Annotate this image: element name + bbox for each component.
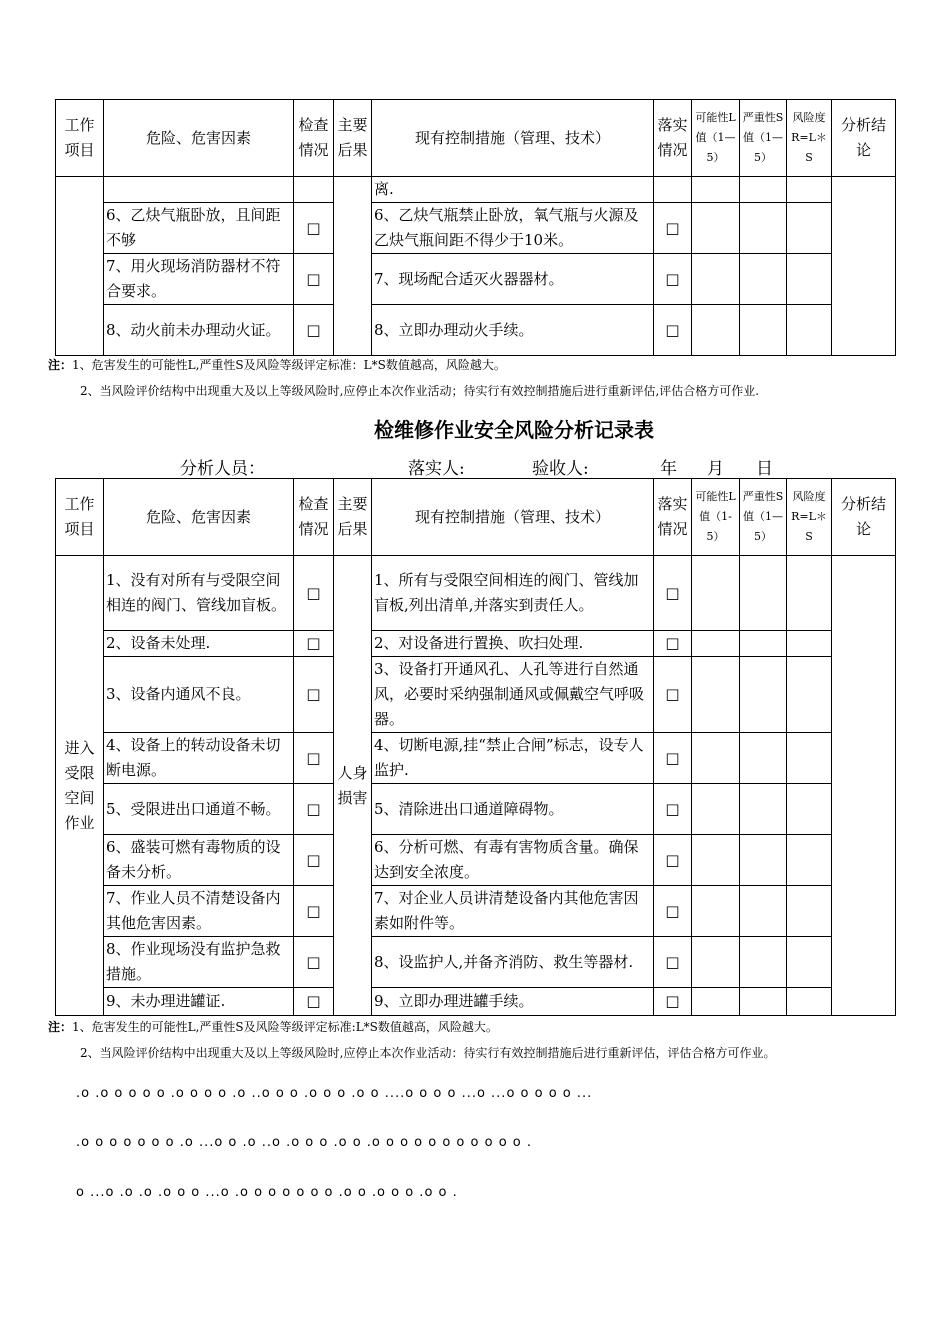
note-text: 1、危害发生的可能性L,严重性S及风险等级评定标准:L*S数值越高，风险越大。: [72, 1020, 498, 1034]
year-label: 年: [660, 459, 677, 479]
hazard-cell: 3、设备内通风不良。: [104, 657, 294, 733]
top-risk-table: [55, 99, 896, 356]
table-row: [56, 733, 896, 784]
check-box[interactable]: □: [294, 631, 334, 657]
check-box[interactable]: □: [294, 835, 334, 886]
consequence-cell: [334, 177, 372, 356]
table-row: [56, 835, 896, 886]
implemented-box[interactable]: □: [654, 988, 692, 1016]
check-box[interactable]: □: [294, 937, 334, 988]
work-item-cell: [56, 177, 104, 356]
hazard-cell: 8、作业现场没有监护急救措施。: [104, 937, 294, 988]
hazard-cell: 5、受限进出口通道不畅。: [104, 784, 294, 835]
check-box[interactable]: □: [294, 886, 334, 937]
analyst-label: 分析人员：: [180, 459, 265, 479]
implemented-box[interactable]: □: [654, 886, 692, 937]
check-box[interactable]: □: [294, 305, 334, 356]
header-hazard: 危险、危害因素: [104, 100, 294, 177]
header-work-item: 工作项目: [56, 100, 104, 177]
implementer-label: 落实人:: [408, 459, 465, 479]
check-box[interactable]: □: [294, 254, 334, 305]
implemented-box[interactable]: □: [654, 784, 692, 835]
table-row: [56, 784, 896, 835]
footer-dots-row: .o .o o o o o .o o o o .o ..o o o .o o o .o o ....o o o o ...o ...o o o o o ...: [76, 1086, 593, 1101]
hazard-cell: 7、作业人员不清楚设备内其他危害因素。: [104, 886, 294, 937]
acceptor-label: 验收人:: [532, 459, 589, 479]
table-row: [56, 556, 896, 631]
measure-cell: 4、切断电源,挂“禁止合闸”标志，设专人监护.: [372, 733, 654, 784]
implemented-box[interactable]: □: [654, 631, 692, 657]
check-box[interactable]: □: [294, 784, 334, 835]
measure-cell: 8、立即办理动火手续。: [372, 305, 654, 356]
month-label: 月: [707, 459, 724, 479]
table-header-row: [56, 479, 896, 556]
footer-dots-row: o ...o .o .o .o o o ...o .o o o o o o o .o o .o o o .o o .: [76, 1185, 458, 1200]
header-implemented: 落实情况: [654, 479, 692, 556]
implemented-box[interactable]: □: [654, 556, 692, 631]
measure-cell: 3、设备打开通风孔、人孔等进行自然通风，必要时采纳强制通风或佩戴空气呼吸器。: [372, 657, 654, 733]
table-row: [56, 177, 896, 203]
header-conclusion: 分析结论: [832, 479, 896, 556]
hazard-cell: 6、盛装可燃有毒物质的设备未分析。: [104, 835, 294, 886]
header-measures: 现有控制措施（管理、技术）: [372, 479, 654, 556]
header-l-value: 可能性L值（1—5）: [692, 100, 740, 177]
check-box[interactable]: □: [294, 657, 334, 733]
implemented-box[interactable]: □: [654, 203, 692, 254]
check-box[interactable]: □: [294, 988, 334, 1016]
table-row: [56, 988, 896, 1016]
table-row: [56, 886, 896, 937]
note-line-2: 2、当风险评价结构中出现重大及以上等级风险时,应停止本次作业活动：待实行有效控制措施后进行重新评估，评估合格方可作业。: [80, 1046, 776, 1060]
implemented-box[interactable]: □: [654, 733, 692, 784]
header-measures: 现有控制措施（管理、技术）: [372, 100, 654, 177]
header-risk: 风险度R=L＊S: [787, 100, 832, 177]
measure-cell: 2、对设备进行置换、吹扫处理.: [372, 631, 654, 657]
footer-dots-row: .o o o o o o o .o ...o o .o ..o .o o o .o o .o o o o o o o o o o o .: [76, 1135, 532, 1150]
check-box[interactable]: □: [294, 556, 334, 631]
header-consequence: 主要后果: [334, 100, 372, 177]
check-box[interactable]: □: [294, 733, 334, 784]
measure-cell: 7、对企业人员讲清楚设备内其他危害因素如附件等。: [372, 886, 654, 937]
check-box[interactable]: □: [294, 203, 334, 254]
conclusion-cell: [832, 177, 896, 356]
table-row: [56, 305, 896, 356]
table-header-row: [56, 100, 896, 177]
header-hazard: 危险、危害因素: [104, 479, 294, 556]
measure-cell: 6、乙炔气瓶禁止卧放，氧气瓶与火源及乙炔气瓶间距不得少于10米。: [372, 203, 654, 254]
hazard-cell: 1、没有对所有与受限空间相连的阀门、管线加盲板。: [104, 556, 294, 631]
implemented-box[interactable]: [654, 177, 692, 203]
implemented-box[interactable]: □: [654, 835, 692, 886]
hazard-cell: [104, 177, 294, 203]
note-label: 注：: [48, 1020, 73, 1034]
table-row: [56, 657, 896, 733]
hazard-cell: 8、动火前未办理动火证。: [104, 305, 294, 356]
header-consequence: 主要后果: [334, 479, 372, 556]
implemented-box[interactable]: □: [654, 254, 692, 305]
table-row: [56, 254, 896, 305]
measure-cell: 7、现场配合适灭火器器材。: [372, 254, 654, 305]
check-box[interactable]: [294, 177, 334, 203]
hazard-cell: 2、设备未处理.: [104, 631, 294, 657]
header-implemented: 落实情况: [654, 100, 692, 177]
hazard-cell: 4、设备上的转动设备未切断电源。: [104, 733, 294, 784]
hazard-cell: 9、未办理进罐证.: [104, 988, 294, 1016]
note-text: 1、危害发生的可能性L,严重性S及风险等级评定标准：L*S数值越高，风险越大。: [72, 358, 506, 372]
measure-cell: 1、所有与受限空间相连的阀门、管线加盲板,列出清单,并落实到责任人。: [372, 556, 654, 631]
note-line-2: 2、当风险评价结构中出现重大及以上等级风险时,应停止本次作业活动；待实行有效控制措施后进行重新评估,评估合格方可作业.: [80, 384, 760, 398]
header-conclusion: 分析结论: [832, 100, 896, 177]
table-row: [56, 937, 896, 988]
measure-cell: 6、分析可燃、有毒有害物质含量。确保达到安全浓度。: [372, 835, 654, 886]
measure-cell: 离.: [372, 177, 654, 203]
header-l-value: 可能性L值（1-5）: [692, 479, 740, 556]
work-item-cell: 进入受限空间作业: [56, 556, 104, 1016]
header-check: 检查情况: [294, 100, 334, 177]
header-s-value: 严重性S值（1—5）: [740, 479, 787, 556]
implemented-box[interactable]: □: [654, 305, 692, 356]
day-label: 日: [756, 459, 773, 479]
measure-cell: 5、清除进出口通道障碍物。: [372, 784, 654, 835]
bottom-risk-table: [55, 478, 896, 1016]
header-check: 检查情况: [294, 479, 334, 556]
consequence-cell: 人身损害: [334, 556, 372, 1016]
note-label: 注：: [48, 358, 73, 372]
implemented-box[interactable]: □: [654, 937, 692, 988]
table-row: [56, 203, 896, 254]
table-row: [56, 631, 896, 657]
measure-cell: 9、立即办理进罐手续。: [372, 988, 654, 1016]
header-work-item: 工作项目: [56, 479, 104, 556]
header-risk: 风险度R=L＊S: [787, 479, 832, 556]
hazard-cell: 6、乙炔气瓶卧放，且间距不够: [104, 203, 294, 254]
hazard-cell: 7、用火现场消防器材不符合要求。: [104, 254, 294, 305]
implemented-box[interactable]: □: [654, 657, 692, 733]
form-title: 检维修作业安全风险分析记录表: [374, 418, 654, 442]
conclusion-cell: [832, 556, 896, 1016]
header-s-value: 严重性S值（1—5）: [740, 100, 787, 177]
note-line-1: [48, 1019, 498, 1035]
measure-cell: 8、设监护人,并备齐消防、救生等器材.: [372, 937, 654, 988]
note-line-1: [48, 357, 506, 373]
